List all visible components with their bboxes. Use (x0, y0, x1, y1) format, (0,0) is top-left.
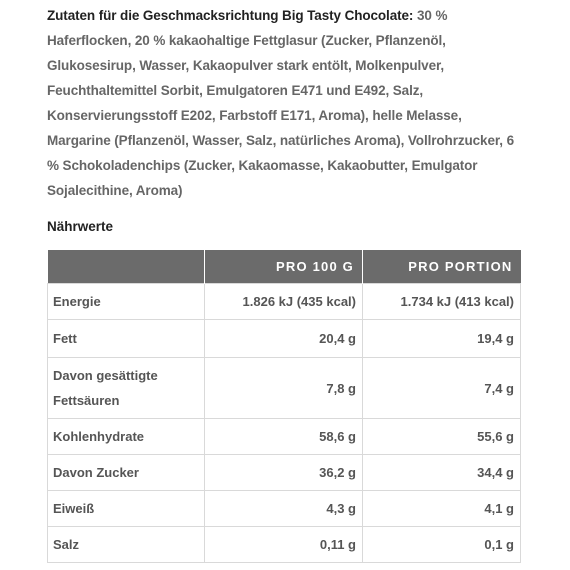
table-row (48, 320, 521, 358)
value-per-portion: 7,4 g (363, 358, 521, 419)
ingredients-text (47, 3, 522, 203)
table-row (48, 284, 521, 320)
value-per-portion: 19,4 g (363, 320, 521, 358)
row-label (48, 358, 205, 419)
row-label-line-1: Davon gesättigte (53, 368, 158, 383)
value-per-portion: 55,6 g (363, 419, 521, 455)
value-per-100g: 0,11 g (205, 527, 363, 563)
value-per-portion: 0,1 g (363, 527, 521, 563)
row-label: Fett (48, 320, 205, 358)
table-header-row (48, 250, 521, 284)
value-per-100g: 20,4 g (205, 320, 363, 358)
ingredients-lead: Zutaten für die Geschmacksrichtung Big Tasty Chocolate: (47, 8, 414, 23)
row-label: Kohlenhydrate (48, 419, 205, 455)
table-row (48, 491, 521, 527)
row-label: Salz (48, 527, 205, 563)
value-per-100g: 1.826 kJ (435 kcal) (205, 284, 363, 320)
row-label: Eiweiß (48, 491, 205, 527)
nutrition-heading: Nährwerte (47, 219, 114, 234)
header-blank (48, 250, 205, 284)
ingredients-list: 30 % Haferflocken, 20 % kakaohaltige Fettglasur (Zucker, Pflanzenöl, Glukosesirup, Wasser, Kakaopulver stark entölt, Molkenpulver, Feuchthaltemittel Sorbit, Emulgatoren E471 und E492, Salz, Konservierungsstoff E202, Farbstoff E171, Aroma), helle Melasse, Margarine (Pflanzenöl, Wasser, Salz, natürliches Aroma), Vollrohrzucker, 6 % Schokoladenchips (Zucker, Kakaomasse, Kakaobutter, Emulgator Sojalecithine, Aroma) (47, 8, 514, 198)
value-per-portion: 34,4 g (363, 455, 521, 491)
table-row (48, 358, 521, 419)
value-per-100g: 58,6 g (205, 419, 363, 455)
row-label-line-2: Fettsäuren (53, 393, 120, 408)
table-row (48, 419, 521, 455)
row-label: Davon Zucker (48, 455, 205, 491)
table-row (48, 527, 521, 563)
value-per-100g: 4,3 g (205, 491, 363, 527)
value-per-portion: 1.734 kJ (413 kcal) (363, 284, 521, 320)
table-row (48, 455, 521, 491)
header-per-100g: PRO 100 G (205, 250, 363, 284)
header-per-portion: PRO PORTION (363, 250, 521, 284)
row-label: Energie (48, 284, 205, 320)
value-per-100g: 36,2 g (205, 455, 363, 491)
value-per-portion: 4,1 g (363, 491, 521, 527)
nutrition-table (47, 250, 521, 563)
value-per-100g: 7,8 g (205, 358, 363, 419)
